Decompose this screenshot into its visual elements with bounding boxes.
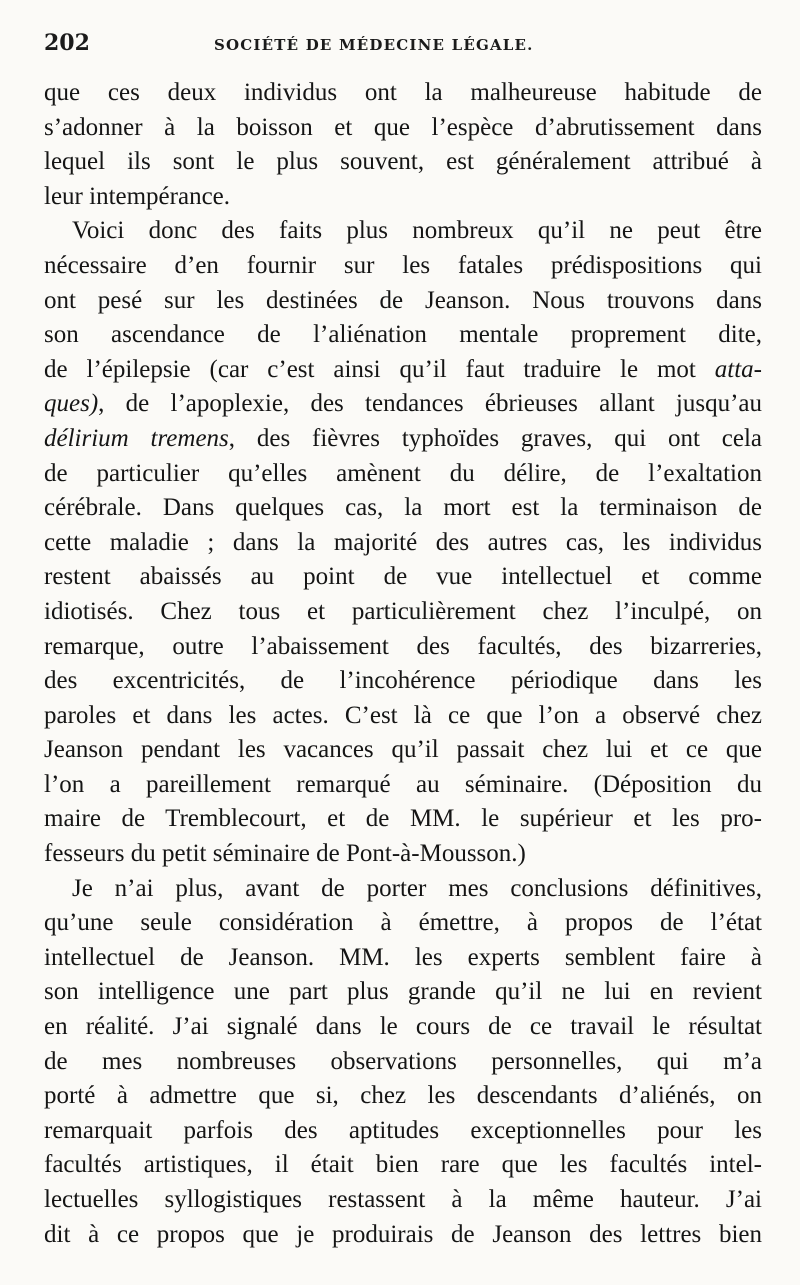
text-line: fesseurs du petit séminaire de Pont-à-Mousson.): [44, 840, 526, 868]
text-line: qu’une seule considération à émettre, à propos de l’état: [44, 909, 762, 937]
text-line: ont pesé sur les destinées de Jeanson. Nous trouvons dans: [44, 286, 762, 314]
text-line: Voici donc des faits plus nombreux qu’il ne peut être: [72, 217, 762, 245]
text-line: de mes nombreuses observations personnelles, qui m’a: [44, 1047, 762, 1075]
text-line: idiotisés. Chez tous et particulièrement chez l’inculpé, on: [44, 597, 762, 625]
text-line: leur intempérance.: [44, 182, 231, 210]
text-line: Jeanson pendant les vacances qu’il passait chez lui et ce que: [44, 736, 762, 764]
text-line: porté à admettre que si, chez les descendants d’aliénés, on: [44, 1082, 762, 1110]
italic-term: atta-: [714, 355, 762, 383]
text-line: remarque, outre l’abaissement des facultés, des bizarreries,: [44, 632, 762, 660]
text-line: remarquait parfois des aptitudes exceptionnelles pour les: [44, 1116, 762, 1144]
text-line: l’on a pareillement remarqué au séminaire. (Déposition du: [44, 770, 762, 798]
text-line: de l’épilepsie (car c’est ainsi qu’il faut traduire le mot atta-: [44, 355, 762, 383]
text-line: s’adonner à la boisson et que l’espèce d’abrutissement dans: [44, 113, 762, 141]
text-line: que ces deux individus ont la malheureuse habitude de: [44, 79, 762, 106]
text-line: cette maladie ; dans la majorité des autres cas, les individus: [44, 528, 762, 556]
running-head: [44, 30, 762, 76]
italic-term: ques): [44, 390, 99, 418]
text-line: en réalité. J’ai signalé dans le cours de ce travail le résultat: [44, 1013, 762, 1041]
text-line: lequel ils sont le plus souvent, est généralement attribué à: [44, 148, 762, 176]
text-line: délirium tremens, des fièvres typhoïdes graves, qui ont cela: [44, 424, 762, 452]
text-line: Je n’ai plus, avant de porter mes conclusions définitives,: [72, 874, 762, 902]
text-line: des excentricités, de l’incohérence périodique dans les: [44, 667, 762, 695]
text-line: dit à ce propos que je produirais de Jeanson des lettres bien: [44, 1220, 762, 1248]
text-line: son intelligence une part plus grande qu’il ne lui en revient: [44, 978, 762, 1006]
text-line: paroles et dans les actes. C’est là ce que l’on a observé chez: [44, 701, 762, 729]
body-text: [44, 76, 762, 1252]
italic-term: délirium tremens: [44, 424, 229, 452]
page-number: 202: [44, 30, 90, 56]
text-line: restent abaissés au point de vue intellectuel et comme: [44, 563, 762, 591]
text-line: cérébrale. Dans quelques cas, la mort est la terminaison de: [44, 494, 762, 522]
paragraph-continuation: [44, 76, 762, 214]
text-line: facultés artistiques, il était bien rare que les facultés intel-: [44, 1151, 762, 1179]
text-line: ques), de l’apoplexie, des tendances ébrieuses allant jusqu’au: [44, 390, 762, 418]
text-line: lectuelles syllogistiques restassent à la même hauteur. J’ai: [44, 1186, 762, 1213]
text-line: maire de Tremblecourt, et de MM. le supérieur et les pro-: [44, 805, 762, 833]
text-line: intellectuel de Jeanson. MM. les experts semblent faire à: [44, 943, 762, 971]
paragraph-predispositions: [44, 214, 762, 871]
journal-title: SOCIÉTÉ DE MÉDECINE LÉGALE.: [214, 36, 534, 54]
text-line: de particulier qu’elles amènent du délire, de l’exaltation: [44, 459, 762, 487]
text-line: nécessaire d’en fournir sur les fatales prédispositions qui: [44, 251, 762, 279]
paragraph-conclusions: [44, 872, 762, 1253]
text-line: son ascendance de l’aliénation mentale proprement dite,: [44, 321, 762, 349]
